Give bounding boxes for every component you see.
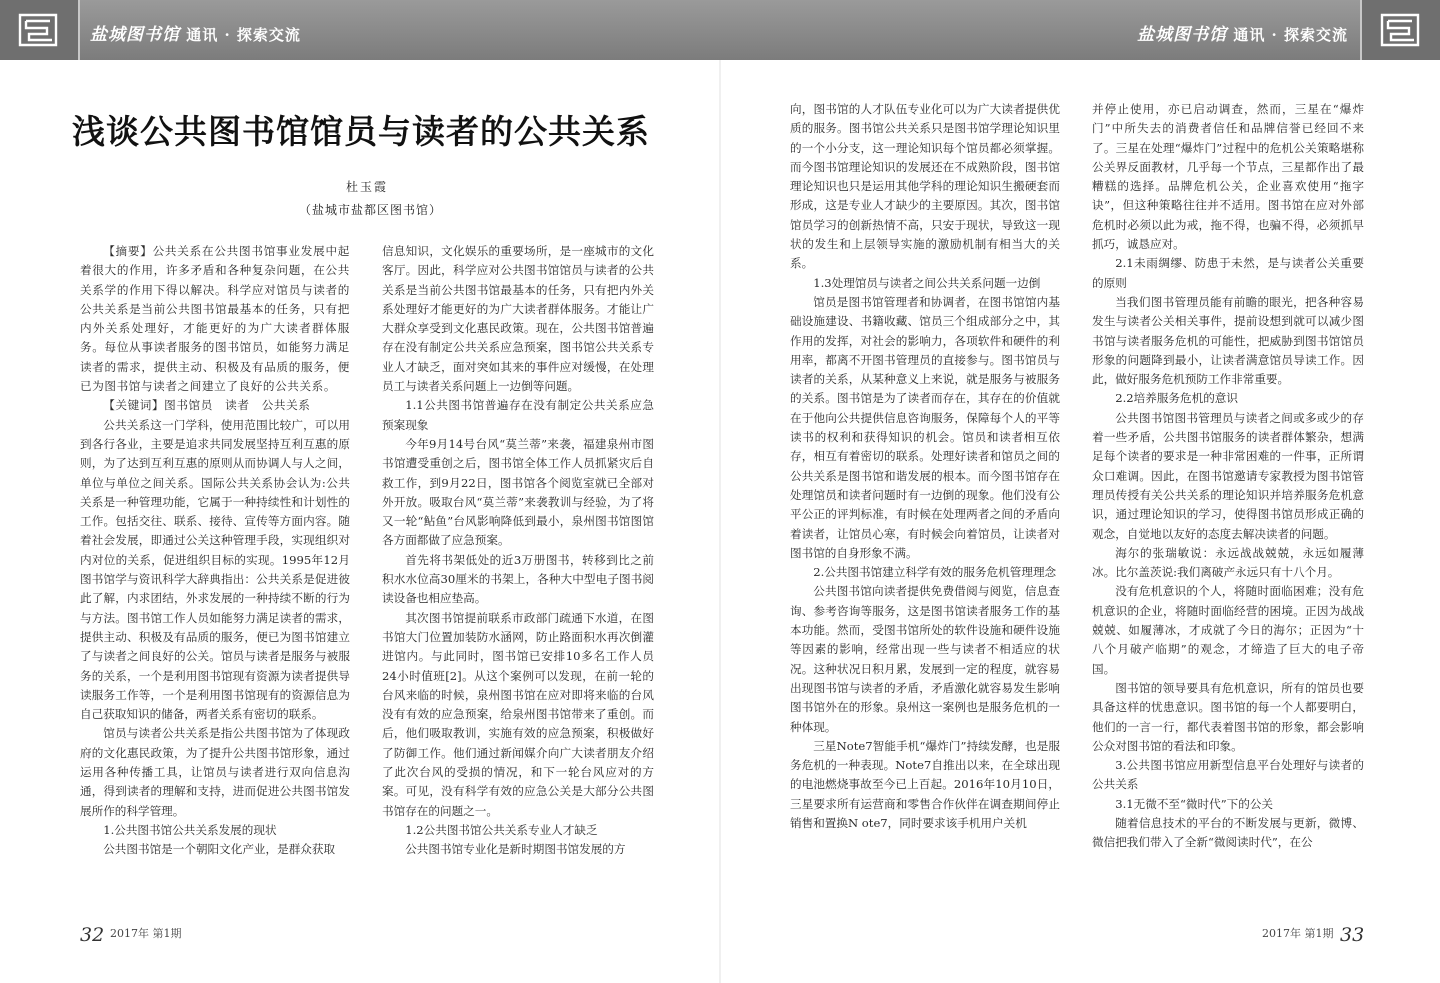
library-seal-icon [1379,12,1421,48]
paragraph: 三星Note7智能手机“爆炸门”持续发酵，也是服务危机的一种表现。Note7自推出以来，在全球出现的电池燃烧事故至今已上百起。2016年10月10日，三星要求所有运营商和零售合作伙伴在调查期间停止销售和置换N ote7，同时要求该手机用户关机 [790,738,1060,830]
paragraph: 馆员是图书馆管理者和协调者，在图书馆馆内基础设施建设、书籍收藏、馆员三个组成部分之中，其作用的发挥，对社会的影响力，各项软件和硬件的利用率，都离不开图书管理员的直接参与。图书馆员与读者的关系，从某种意义上来说，就是服务与被服务的关系。图书馆是为了读者而存在，其存在的价值就在于他向公共提供信息咨询服务，保障每个人的平等读书的权利和获得知识的机会。馆员和读者相互依存，相互有着密切的联系。处理好读者和馆员之间的公共关系是图书馆和谐发展的根本。而今图书馆存在处理馆员和读者问题时有一边倒的现象。他们没有公平公正的评判标准，有时候在处理两者之间的矛盾向着读者，让馆员心寒，有时候会向着馆员，让读者对图书馆的自身形象不满。 [790,294,1060,560]
left-issue-label: 2017年 第1期 [110,927,182,940]
article-affiliation: （盐城市盐都区图书馆） [299,203,443,217]
paragraph: 当我们图书管理员能有前瞻的眼光，把各种容易发生与读者公关相关事件，提前设想到就可以减少图书馆与读者服务危机的可能性，把威胁到图书馆馆员形象的问题降到最小，让读者满意馆员导读工作。因此，做好服务危机预防工作非常重要。 [1092,294,1364,387]
paragraph: 首先将书架低处的近3万册图书，转移到比之前积水水位高30厘米的书架上，各种大中型电子图书阅读设备也相应垫高。 [382,552,654,606]
article-title: 浅谈公共图书馆馆员与读者的公共关系 [72,112,650,151]
column-4 [1092,100,1364,853]
section-heading: 1.1公共图书馆普遍存在没有制定公共关系应急预案现象 [382,398,654,432]
column-1 [80,242,350,860]
section-heading: 2.公共图书馆建立科学有效的服务危机管理理念 [813,565,1057,580]
paragraph: 并停止使用，亦已启动调查，然而，三星在“爆炸门”中所失去的消费者信任和品牌信誉已经回不来了。三星在处理“爆炸门”过程中的危机公关策略堪称公关界反面教材，几乎每一个节点，三星都作出了最糟糕的选择。品牌危机公关，企业喜欢使用“拖字诀”，但这种策略往往并不适用。图书馆在应对外部危机时必须以此为戒，拖不得，也骗不得，必须抓早抓巧，诚恳应对。 [1092,102,1364,252]
paragraph: 图书馆的领导要具有危机意识，所有的馆员也要具备这样的忧患意识。图书馆的每一个人都要明白，他们的一言一行，都代表着图书馆的形象，都会影响公众对图书馆的看法和印象。 [1092,680,1364,753]
right-logo-box [1360,0,1440,60]
paragraph: 其次图书馆提前联系市政部门疏通下水道，在图书馆大门位置加装防水涵网，防止路面积水再次倒灌进馆内。与此同时，图书馆已安排10多名工作人员24小时值班[2]。从这个案例可以发现，在前一轮的台风来临的时候，泉州图书馆在应对即将来临的台风没有有效的应急预案，给泉州图书馆带来了重创。而后，他们吸取教训，实施有效的应急预案，积极做好了防御工作。他们通过新闻媒介向广大读者朋友介绍了此次台风的受损的情况，和下一轮台风应对的方案。可见，没有科学有效的应急公关是大部分公共图书馆存在的问题之一。 [382,610,654,818]
section-heading: 2.1未雨绸缪、防患于未然，是与读者公关重要的原则 [1092,256,1364,290]
left-page-header [0,0,720,60]
header-section: 通讯 · 探索交流 [186,26,301,44]
column-2 [382,242,654,860]
library-seal-icon [17,12,59,48]
section-heading: 1.公共图书馆公共关系发展的现状 [103,822,277,837]
paragraph: 今年9月14号台风“莫兰蒂”来袭，福建泉州市图书馆遭受重创之后，图书馆全体工作人员抓紧灾后自救工作，到9月22日，图书馆各个阅览室就已全部对外开放。吸取台风“莫兰蒂”来袭教训与经验，为了将又一轮“鲇鱼”台风影响降低到最小，泉州图书馆图馆各方面都做了应急预案。 [382,436,654,548]
paragraph: 向，图书馆的人才队伍专业化可以为广大读者提供优质的服务。图书馆公共关系只是图书馆学理论知识里的一个小分支，这一理论知识每个馆员都必须掌握。而今图书馆理论知识的发展还在不成熟阶段，图书馆理论知识也只是运用其他学科的理论知识生搬硬套而形成，这是专业人才缺少的主要原因。其次，图书馆馆员学习的创新热情不高，只安于现状，导致这一现状的发生和上层领导实施的激励机制有相当大的关系。 [790,102,1060,271]
section-heading: 3.1无微不至“微时代”下的公关 [1115,796,1274,811]
paragraph: 公共图书馆向读者提供免费借阅与阅览，信息查询、参考咨询等服务，这是图书馆读者服务工作的基本功能。然而，受图书馆所处的软件设施和硬件设施等因素的影响，经常出现一些与读者不相适应的状况。这种状况日积月累，发展到一定的程度，就容易出现图书馆与读者的矛盾，矛盾激化就容易发生影响图书馆外在的形象。泉州这一案例也是服务危机的一种体现。 [790,584,1060,734]
column-3 [790,100,1060,833]
article-author: 杜玉霞 [346,180,389,194]
page-gutter [719,60,721,983]
paragraph: 公共图书馆专业化是新时期图书馆发展的方 [405,842,626,857]
paragraph: 信息知识，文化娱乐的重要场所，是一座城市的文化客厅。因此，科学应对公共图书馆馆员与读者的公共关系是当前公共图书馆最基本的任务，只有把内外关系处理好才能更好的为广大读者群体服务。才能让广大群众享受到文化惠民政策。现在，公共图书馆普遍存在没有制定公共关系应急预案，图书馆公共关系专业人才缺乏，面对突如其来的事件应对缓慢，在处理员工与读者关系问题上一边倒等问题。 [382,244,654,394]
section-heading: 1.2公共图书馆公共关系专业人才缺乏 [405,822,598,837]
left-header-text [90,20,301,45]
section-heading: 2.2培养服务危机的意识 [1115,391,1238,406]
keywords: 【关键词】图书馆员 读者 公共关系 [103,398,311,413]
header-brand: 盐城图书馆 [90,25,180,45]
paragraph: 公共图书馆图书管理员与读者之间或多或少的存着一些矛盾，公共图书馆服务的读者群体繁杂，想满足每个读者的要求是一种非常困难的一件事，正所谓众口难调。因此，在图书馆邀请专家教授为图书馆管理员传授有关公共关系的理论知识并培养服务危机意识，通过理论知识的学习，使得图书馆员形成正确的观念，自觉地以友好的态度去解决读者的问题。 [1092,410,1364,541]
header-section: 通讯 · 探索交流 [1233,26,1348,44]
paragraph: 随着信息技术的平台的不断发展与更新，微博、微信把我们带入了全新“微阅读时代”，在公 [1092,815,1364,850]
paragraph: 馆员与读者公共关系是指公共图书馆为了体现政府的文化惠民政策，为了提升公共图书馆形象，通过运用各种传播工具，让馆员与读者进行双向信息沟通，得到读者的理解和支持，进而促进公共图书馆发展所作的科学管理。 [80,726,350,818]
paragraph: 没有危机意识的个人，将随时面临困难；没有危机意识的企业，将随时面临经营的困境。正因为战战兢兢、如履薄冰，才成就了今日的海尔；正因为“十八个月破产临期”的观念，才缔造了巨大的电子帝国。 [1092,584,1364,676]
abstract: 【摘要】公共关系在公共图书馆事业发展中起着很大的作用，许多矛盾和各种复杂问题，在公共关系学的作用下得以解决。科学应对馆员与读者的公共关系是当前公共图书馆最基本的任务，只有把内外关系处理好，才能更好的为广大读者群体服务。每位从事读者服务的图书馆员，如能努力满足读者的需求，提供主动、积极及有品质的服务，便已为图书馆与读者之间建立了良好的公共关系。 [80,244,350,394]
left-logo-box [0,0,80,60]
right-issue-label: 2017年 第1期 [1262,927,1334,940]
left-page-number: 32 [80,924,105,946]
paragraph: 海尔的张瑞敏说：永远战战兢兢，永远如履薄冰。比尔盖茨说:我们离破产永远只有十八个月。 [1092,545,1364,580]
right-page-number: 33 [1340,924,1365,946]
section-heading: 3.公共图书馆应用新型信息平台处理好与读者的公共关系 [1092,758,1364,792]
section-heading: 1.3处理馆员与读者之间公共关系问题一边倒 [813,275,1041,290]
paragraph: 公共图书馆是一个朝阳文化产业，是群众获取 [103,842,336,857]
paragraph: 公共关系这一门学科，使用范围比较广，可以用到各行各业，主要是追求共同发展坚持互利互惠的原则，为了达到互利互惠的原则从而协调人与人之间，单位与单位之间关系。国际公共关系协会认为:公共关系是一种管理功能，它属于一种持续性和计划性的工作。包括交往、联系、接待、宣传等方面内容。随着社会发展，即通过公关这种管理手段，实现组织对内对位的关系，促进组织目标的实现。1995年12月图书馆学与资讯科学大辞典指出：公共关系是促进彼此了解，内求团结，外求发展的一种持续不断的行为与方法。图书馆工作人员如能努力满足读者的需求，提供主动、积极及有品质的服务，便已为图书馆建立了与读者之间良好的公关。馆员与读者是服务与被服务的关系，一个是利用图书馆现有资源为读者提供导读服务工作等，一个是利用图书馆现有的资源信息为自己获取知识的储备，两者关系有密切的联系。 [80,417,350,722]
header-brand: 盐城图书馆 [1137,25,1228,45]
right-header-text [1137,20,1348,45]
right-page-header [720,0,1440,60]
